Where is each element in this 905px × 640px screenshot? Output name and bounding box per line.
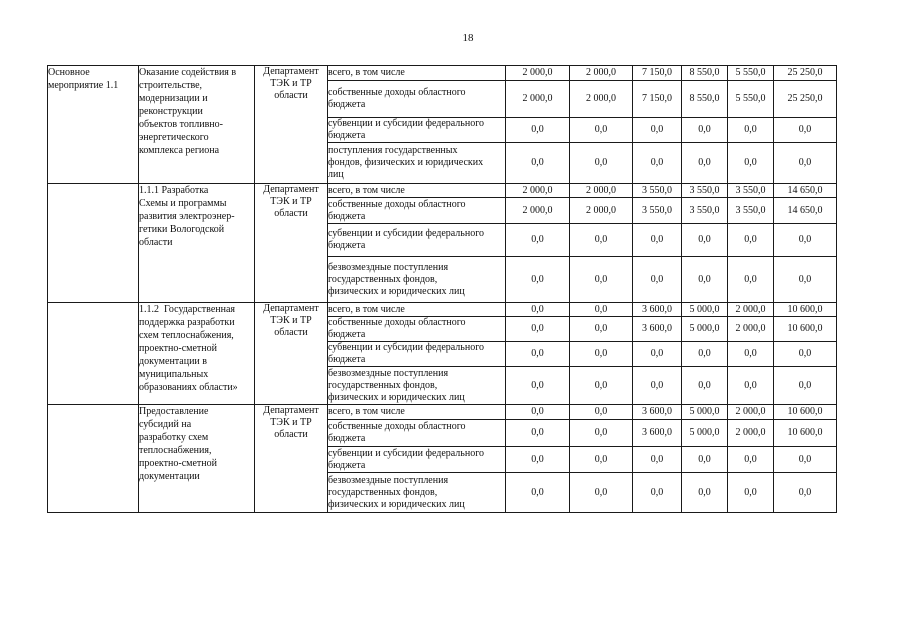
funding-table (47, 65, 837, 513)
funding-source-cell: субвенции и субсидии федерального бюджета (328, 118, 506, 143)
amount-cell: 3 600,0 (633, 420, 682, 447)
amount-cell: 2 000,0 (728, 303, 774, 317)
activity-cell (48, 303, 139, 405)
amount-cell: 5 550,0 (728, 81, 774, 118)
amount-cell: 0,0 (506, 118, 570, 143)
amount-cell: 0,0 (774, 257, 837, 303)
amount-cell: 0,0 (633, 447, 682, 473)
executor-cell: Департамент ТЭК и ТР области (255, 184, 328, 303)
funding-source-cell: всего, в том числе (328, 184, 506, 198)
amount-cell: 10 600,0 (774, 420, 837, 447)
amount-cell: 2 000,0 (728, 420, 774, 447)
funding-source-cell: собственные доходы областного бюджета (328, 317, 506, 342)
amount-cell: 0,0 (728, 257, 774, 303)
amount-cell: 0,0 (570, 143, 633, 184)
amount-cell: 0,0 (506, 367, 570, 405)
amount-cell: 0,0 (682, 257, 728, 303)
amount-cell: 0,0 (633, 367, 682, 405)
funding-source-cell: собственные доходы областного бюджета (328, 81, 506, 118)
amount-cell: 0,0 (728, 143, 774, 184)
amount-cell: 0,0 (506, 473, 570, 513)
amount-cell: 2 000,0 (506, 184, 570, 198)
amount-cell: 0,0 (633, 118, 682, 143)
executor-cell: Департамент ТЭК и ТР области (255, 303, 328, 405)
amount-cell: 2 000,0 (570, 198, 633, 224)
amount-cell: 0,0 (506, 447, 570, 473)
amount-cell: 3 600,0 (633, 405, 682, 420)
amount-cell: 0,0 (728, 224, 774, 257)
amount-cell: 0,0 (570, 367, 633, 405)
funding-source-cell: безвозмездные поступления государственных фондов, физических и юридических лиц (328, 473, 506, 513)
amount-cell: 0,0 (633, 143, 682, 184)
amount-cell: 0,0 (682, 143, 728, 184)
amount-cell: 0,0 (728, 118, 774, 143)
amount-cell: 0,0 (633, 342, 682, 367)
amount-cell: 0,0 (774, 447, 837, 473)
amount-cell: 0,0 (774, 473, 837, 513)
amount-cell: 0,0 (774, 342, 837, 367)
amount-cell: 0,0 (774, 118, 837, 143)
executor-cell: Департамент ТЭК и ТР области (255, 66, 328, 184)
funding-source-cell: собственные доходы областного бюджета (328, 198, 506, 224)
amount-cell: 0,0 (570, 257, 633, 303)
amount-cell: 0,0 (570, 303, 633, 317)
amount-cell: 0,0 (570, 342, 633, 367)
amount-cell: 2 000,0 (570, 81, 633, 118)
amount-cell: 2 000,0 (506, 66, 570, 81)
amount-cell: 8 550,0 (682, 81, 728, 118)
amount-cell: 0,0 (682, 342, 728, 367)
amount-cell: 5 000,0 (682, 420, 728, 447)
amount-cell: 0,0 (570, 118, 633, 143)
funding-source-cell: всего, в том числе (328, 66, 506, 81)
amount-cell: 0,0 (506, 143, 570, 184)
amount-cell: 0,0 (570, 317, 633, 342)
amount-cell: 0,0 (728, 367, 774, 405)
amount-cell: 25 250,0 (774, 81, 837, 118)
executor-cell: Департамент ТЭК и ТР области (255, 405, 328, 513)
amount-cell: 0,0 (570, 224, 633, 257)
amount-cell: 0,0 (570, 405, 633, 420)
page-number: 18 (462, 32, 474, 44)
amount-cell: 0,0 (774, 367, 837, 405)
description-cell: Предоставление субсидий на разработку схем теплоснабжения, проектно-сметной документации (139, 405, 255, 513)
table-row (48, 184, 837, 198)
amount-cell: 0,0 (682, 367, 728, 405)
amount-cell: 0,0 (506, 303, 570, 317)
amount-cell: 0,0 (506, 317, 570, 342)
amount-cell: 0,0 (682, 224, 728, 257)
amount-cell: 0,0 (774, 224, 837, 257)
amount-cell: 0,0 (506, 420, 570, 447)
amount-cell: 3 550,0 (728, 184, 774, 198)
activity-cell: Основное мероприятие 1.1 (48, 66, 139, 184)
description-cell: 1.1.1 Разработка Схемы и программы развития электроэнер- гетики Вологодской области (139, 184, 255, 303)
amount-cell: 5 000,0 (682, 405, 728, 420)
amount-cell: 0,0 (506, 224, 570, 257)
funding-source-cell: собственные доходы областного бюджета (328, 420, 506, 447)
funding-source-cell: субвенции и субсидии федерального бюджета (328, 342, 506, 367)
funding-source-cell: субвенции и субсидии федерального бюджета (328, 447, 506, 473)
amount-cell: 0,0 (506, 257, 570, 303)
amount-cell: 2 000,0 (506, 198, 570, 224)
funding-source-cell: безвозмездные поступления государственных фондов, физических и юридических лиц (328, 257, 506, 303)
amount-cell: 10 600,0 (774, 405, 837, 420)
amount-cell: 3 550,0 (633, 198, 682, 224)
amount-cell: 0,0 (682, 447, 728, 473)
activity-cell (48, 405, 139, 513)
funding-table-body (48, 66, 837, 513)
amount-cell: 25 250,0 (774, 66, 837, 81)
amount-cell: 0,0 (682, 473, 728, 513)
table-row (48, 66, 837, 81)
amount-cell: 2 000,0 (570, 184, 633, 198)
table-row (48, 303, 837, 317)
funding-source-cell: безвозмездные поступления государственных фондов, физических и юридических лиц (328, 367, 506, 405)
amount-cell: 3 600,0 (633, 317, 682, 342)
amount-cell: 2 000,0 (506, 81, 570, 118)
amount-cell: 0,0 (728, 473, 774, 513)
amount-cell: 0,0 (774, 143, 837, 184)
amount-cell: 3 550,0 (728, 198, 774, 224)
amount-cell: 0,0 (506, 405, 570, 420)
description-cell: 1.1.2 Государственная поддержка разработки схем теплоснабжения, проектно-сметной документации в муниципальных образованиях области» (139, 303, 255, 405)
amount-cell: 0,0 (570, 473, 633, 513)
amount-cell: 5 000,0 (682, 317, 728, 342)
funding-source-cell: поступления государственных фондов, физических и юридических лиц (328, 143, 506, 184)
amount-cell: 3 550,0 (682, 184, 728, 198)
amount-cell: 0,0 (633, 473, 682, 513)
amount-cell: 2 000,0 (728, 405, 774, 420)
amount-cell: 0,0 (682, 118, 728, 143)
amount-cell: 0,0 (728, 342, 774, 367)
activity-cell (48, 184, 139, 303)
amount-cell: 0,0 (506, 342, 570, 367)
amount-cell: 3 550,0 (682, 198, 728, 224)
table-row (48, 405, 837, 420)
amount-cell: 7 150,0 (633, 66, 682, 81)
funding-source-cell: всего, в том числе (328, 405, 506, 420)
amount-cell: 3 550,0 (633, 184, 682, 198)
amount-cell: 5 550,0 (728, 66, 774, 81)
amount-cell: 7 150,0 (633, 81, 682, 118)
amount-cell: 0,0 (570, 420, 633, 447)
amount-cell: 14 650,0 (774, 198, 837, 224)
amount-cell: 10 600,0 (774, 317, 837, 342)
amount-cell: 2 000,0 (728, 317, 774, 342)
amount-cell: 14 650,0 (774, 184, 837, 198)
amount-cell: 0,0 (633, 224, 682, 257)
amount-cell: 2 000,0 (570, 66, 633, 81)
amount-cell: 0,0 (728, 447, 774, 473)
amount-cell: 0,0 (633, 257, 682, 303)
amount-cell: 10 600,0 (774, 303, 837, 317)
amount-cell: 5 000,0 (682, 303, 728, 317)
description-cell: Оказание содействия в строительстве, модернизации и реконструкции объектов топливно- энергетического комплекса региона (139, 66, 255, 184)
amount-cell: 0,0 (570, 447, 633, 473)
amount-cell: 3 600,0 (633, 303, 682, 317)
amount-cell: 8 550,0 (682, 66, 728, 81)
funding-source-cell: субвенции и субсидии федерального бюджета (328, 224, 506, 257)
funding-source-cell: всего, в том числе (328, 303, 506, 317)
